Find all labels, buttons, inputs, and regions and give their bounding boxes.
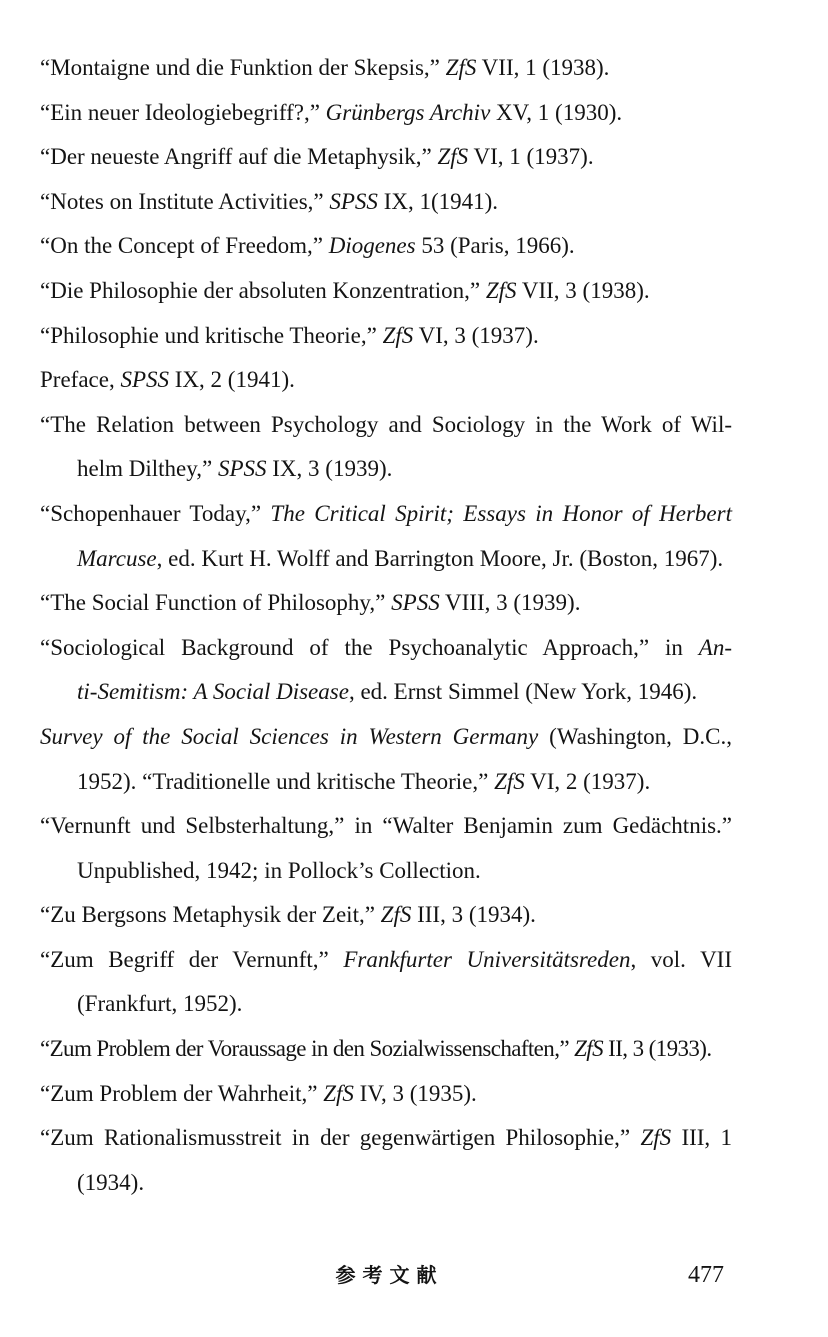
title-italic-text: ZfS — [574, 1036, 603, 1062]
entry-text: VII, 3 (1938). — [516, 277, 650, 303]
entry-text: VI, 1 (1937). — [468, 144, 594, 170]
footer-page-number: 477 — [688, 1262, 724, 1288]
title-italic-text: SPSS — [329, 188, 378, 214]
bibliography-line — [40, 1116, 732, 1161]
bibliography-line — [40, 46, 732, 91]
title-italic-text: Diogenes — [328, 233, 416, 259]
bibliography-line — [40, 626, 732, 671]
title-italic-text: An- — [698, 634, 732, 660]
entry-text: Preface, — [40, 367, 121, 393]
bibliography-line — [40, 492, 732, 537]
title-italic-text: SPSS — [217, 456, 267, 482]
entry-text: (Washington, D.C., — [538, 723, 732, 749]
title-italic-text: Frankfurter Universitätsreden — [343, 946, 631, 972]
entry-text: (Frankfurt, 1952). — [77, 991, 243, 1017]
bibliography-line — [40, 982, 732, 1027]
title-italic-text: Survey of the Social Sciences in Western Germany — [40, 723, 539, 749]
entry-text: 1952). “Traditionelle und kritische Theorie,” — [77, 768, 495, 794]
entry-text: XV, 1 (1930). — [490, 99, 623, 125]
title-italic-text: Grünbergs Archiv — [325, 99, 491, 125]
bibliography-line — [40, 670, 732, 715]
title-italic-text: ZfS — [437, 144, 469, 170]
entry-text: “Zu Bergsons Metaphysik der Zeit,” — [40, 902, 381, 928]
entry-text: IX, 2 (1941). — [169, 367, 295, 393]
bibliography-line — [40, 1072, 732, 1117]
bibliography-line — [40, 180, 732, 225]
bibliography-line — [40, 893, 732, 938]
title-italic-text: ZfS — [380, 902, 412, 928]
entry-text: 53 (Paris, 1966). — [415, 233, 575, 259]
entry-text: “On the Concept of Freedom,” — [40, 233, 329, 259]
entry-text: VI, 3 (1937). — [413, 322, 539, 348]
entry-text: IX, 3 (1939). — [266, 456, 393, 482]
bibliography-line — [40, 715, 732, 760]
entry-text: “Die Philosophie der absoluten Konzentration,” — [40, 277, 486, 303]
entry-text: III, 3 (1934). — [411, 902, 536, 928]
entry-text: “Ein neuer Ideologiebegriff?,” — [40, 99, 326, 125]
entry-text: Unpublished, 1942; in Pollock’s Collection. — [77, 857, 481, 883]
entry-text: , ed. Ernst Simmel (New York, 1946). — [348, 679, 698, 705]
entry-text: “Sociological Background of the Psychoanalytic Approach,” in — [40, 634, 699, 660]
entry-text: VII, 1 (1938). — [476, 55, 610, 80]
bibliography-line — [40, 938, 732, 983]
title-italic-text: ZfS — [323, 1080, 354, 1106]
bibliography-line — [40, 849, 732, 894]
entry-text: “Der neueste Angriff auf die Metaphysik,” — [40, 144, 438, 170]
bibliography-line — [40, 135, 732, 180]
bibliography-line — [40, 760, 732, 805]
bibliography-line — [40, 804, 732, 849]
entry-text: “Zum Problem der Voraussage in den Sozialwissenschaften,” — [40, 1036, 575, 1062]
title-italic-text: SPSS — [391, 590, 440, 616]
bibliography-line — [40, 91, 732, 136]
bibliography-line — [40, 1027, 732, 1072]
title-italic-text: ZfS — [382, 322, 414, 348]
entry-text: “Zum Rationalismusstreit in der gegenwärtigen Philosophie,” — [40, 1125, 641, 1151]
entry-text: (1934). — [77, 1169, 145, 1195]
title-italic-text: ti-Semitism: A Social Disease — [77, 679, 349, 705]
title-italic-text: ZfS — [445, 55, 477, 80]
bibliography-line — [40, 224, 732, 269]
entry-text: “Philosophie und kritische Theorie,” — [40, 322, 383, 348]
title-italic-text: ZfS — [494, 768, 525, 794]
entry-text: “Montaigne und die Funktion der Skepsis,” — [40, 55, 446, 80]
entry-text: III, 1 — [671, 1125, 733, 1151]
entry-text: “Notes on Institute Activities,” — [40, 188, 330, 214]
entry-text: “Schopenhauer Today,” — [40, 500, 271, 526]
page-footer — [40, 1258, 732, 1292]
title-italic-text: Marcuse — [77, 545, 157, 571]
title-italic-text: The Critical Spirit; Essays in Honor of Herbert — [270, 500, 732, 526]
entry-text: “Vernunft und Selbsterhaltung,” in “Walter Benjamin zum Gedächtnis.” — [40, 813, 732, 839]
bibliography-line — [40, 314, 732, 359]
entry-text: , ed. Kurt H. Wolff and Barrington Moore, Jr. (Boston, 1967). — [156, 545, 724, 571]
entry-text: VIII, 3 (1939). — [439, 590, 581, 616]
title-italic-text: ZfS — [640, 1125, 672, 1151]
bibliography-line — [40, 581, 732, 626]
title-italic-text: ZfS — [485, 277, 517, 303]
entry-text: VI, 2 (1937). — [524, 768, 651, 794]
bibliography-line — [40, 537, 732, 582]
entry-text: “The Social Function of Philosophy,” — [40, 590, 392, 616]
entry-text: IX, 1(1941). — [377, 188, 499, 214]
bibliography-line — [40, 1161, 732, 1206]
entry-text: “Zum Problem der Wahrheit,” — [40, 1080, 324, 1106]
entry-text: IV, 3 (1935). — [353, 1080, 477, 1106]
bibliography-line — [40, 358, 732, 403]
entry-text: “Zum Begriff der Vernunft,” — [40, 946, 344, 972]
entry-text: “The Relation between Psychology and Sociology in the Work of Wil- — [40, 411, 732, 437]
bibliography-line — [40, 403, 732, 448]
entry-text: , vol. VII — [630, 946, 732, 972]
title-italic-text: SPSS — [120, 367, 170, 393]
entry-text: helm Dilthey,” — [77, 456, 218, 482]
entry-text: II, 3 (1933). — [603, 1036, 712, 1062]
bibliography-line — [40, 447, 732, 492]
bibliography-list — [40, 46, 732, 1205]
bibliography-line — [40, 269, 732, 314]
footer-section-title: 参考文献 — [335, 1263, 444, 1287]
